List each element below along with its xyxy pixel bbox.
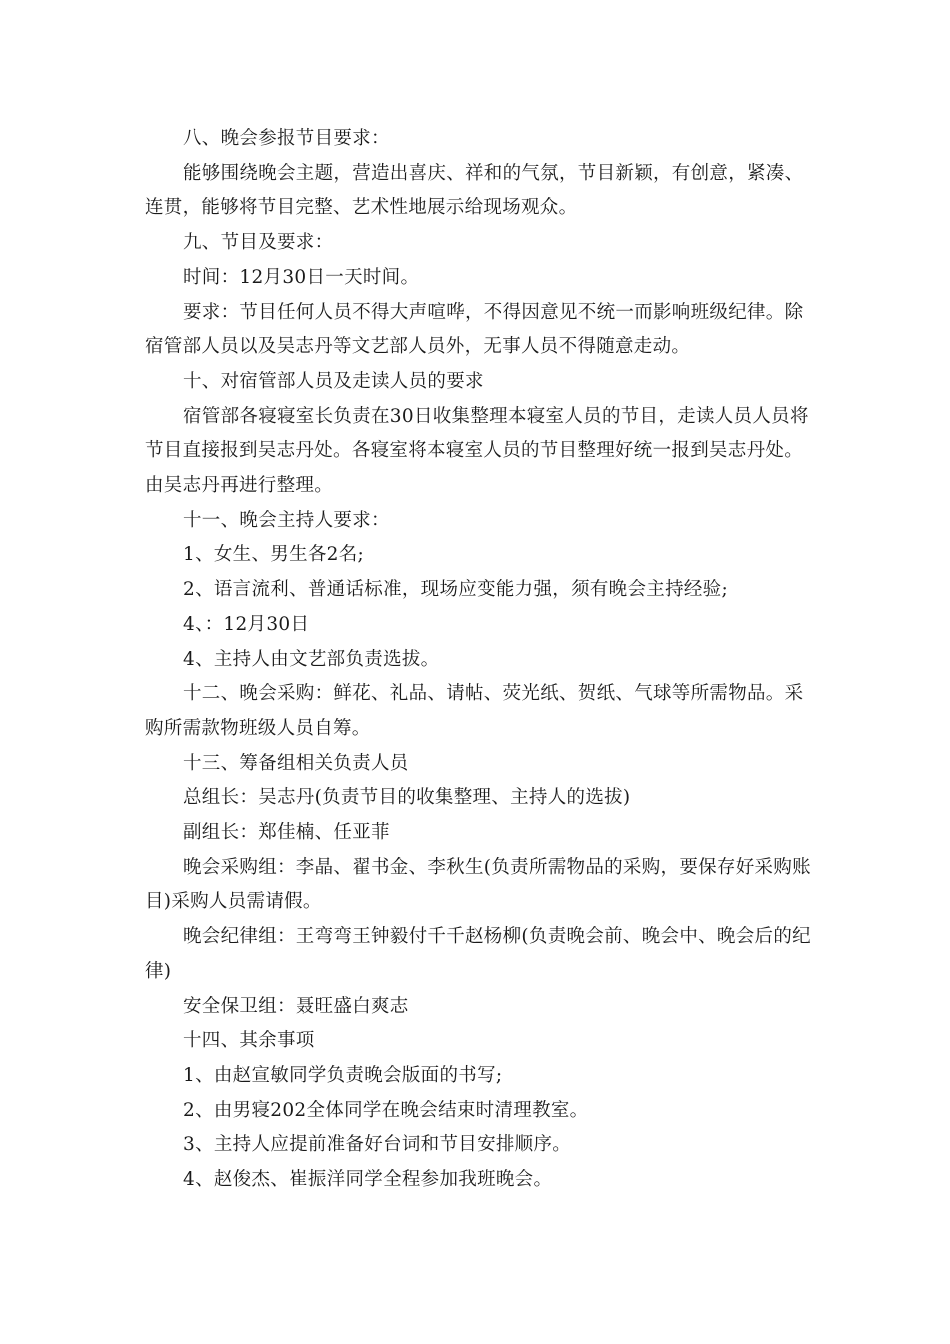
list-item-other-3: 3、主持人应提前准备好台词和节目安排顺序。 (183, 1134, 572, 1156)
staff-chief: 总组长：吴志丹(负责节目的收集整理、主持人的选拔) (183, 787, 631, 809)
section-heading-9: 九、节目及要求： (183, 232, 334, 254)
section-heading-8: 八、晚会参报节目要求： (183, 128, 390, 149)
paragraph-requirements: 要求：节目任何人员不得大声喧哗，不得因意见不统一而影响班级纪律。除宿管部人员以及吴志丹等文艺部人员外，无事人员不得随意走动。 (145, 301, 804, 358)
list-item-other-2: 2、由男寝202全体同学在晚会结束时清理教室。 (183, 1099, 589, 1121)
list-item-host-3: 4、：12月30日 (183, 613, 310, 635)
staff-deputy: 副组长：郑佳楠、任亚菲 (183, 822, 390, 844)
staff-security: 安全保卫组：聂旺盛白爽志 (183, 995, 409, 1017)
list-item-host-1: 1、女生、男生各2名; (183, 544, 365, 566)
section-heading-13: 十三、筹备组相关负责人员 (183, 752, 409, 774)
section-heading-14: 十四、其余事项 (183, 1030, 315, 1052)
section-heading-10: 十、对宿管部人员及走读人员的要求 (183, 370, 484, 392)
paragraph-time: 时间：12月30日一天时间。 (183, 266, 420, 288)
paragraph-program-requirements: 能够围绕晚会主题，营造出喜庆、祥和的气氛，节目新颖，有创意，紧凑、连贯，能够将节目完整、艺术性地展示给现场观众。 (145, 162, 804, 219)
list-item-host-4: 4、主持人由文艺部负责选拔。 (183, 648, 440, 670)
staff-purchasing: 晚会采购组：李晶、翟书金、李秋生(负责所需物品的采购，要保存好采购账目)采购人员需请假。 (145, 856, 811, 913)
section-heading-11: 十一、晚会主持人要求： (183, 509, 390, 531)
paragraph-dorm-requirements: 宿管部各寝寝室长负责在30日收集整理本寝室人员的节目，走读人员人员将节目直接报到吴志丹处。各寝室将本寝室人员的节目整理好统一报到吴志丹处。由吴志丹再进行整理。 (145, 405, 809, 497)
list-item-other-1: 1、由赵宣敏同学负责晚会版面的书写; (183, 1064, 503, 1086)
section-heading-12: 十二、晚会采购：鲜花、礼品、请帖、荧光纸、贺纸、气球等所需物品。采购所需款物班级人员自筹。 (145, 683, 804, 739)
staff-discipline: 晚会纪律组：王弯弯王钟毅付千千赵杨柳(负责晚会前、晚会中、晚会后的纪律) (145, 926, 811, 982)
list-item-host-2: 2、语言流利、普通话标准，现场应变能力强，须有晚会主持经验; (183, 579, 729, 601)
document-body (145, 122, 815, 1198)
list-item-other-4: 4、赵俊杰、崔振洋同学全程参加我班晚会。 (183, 1169, 553, 1191)
